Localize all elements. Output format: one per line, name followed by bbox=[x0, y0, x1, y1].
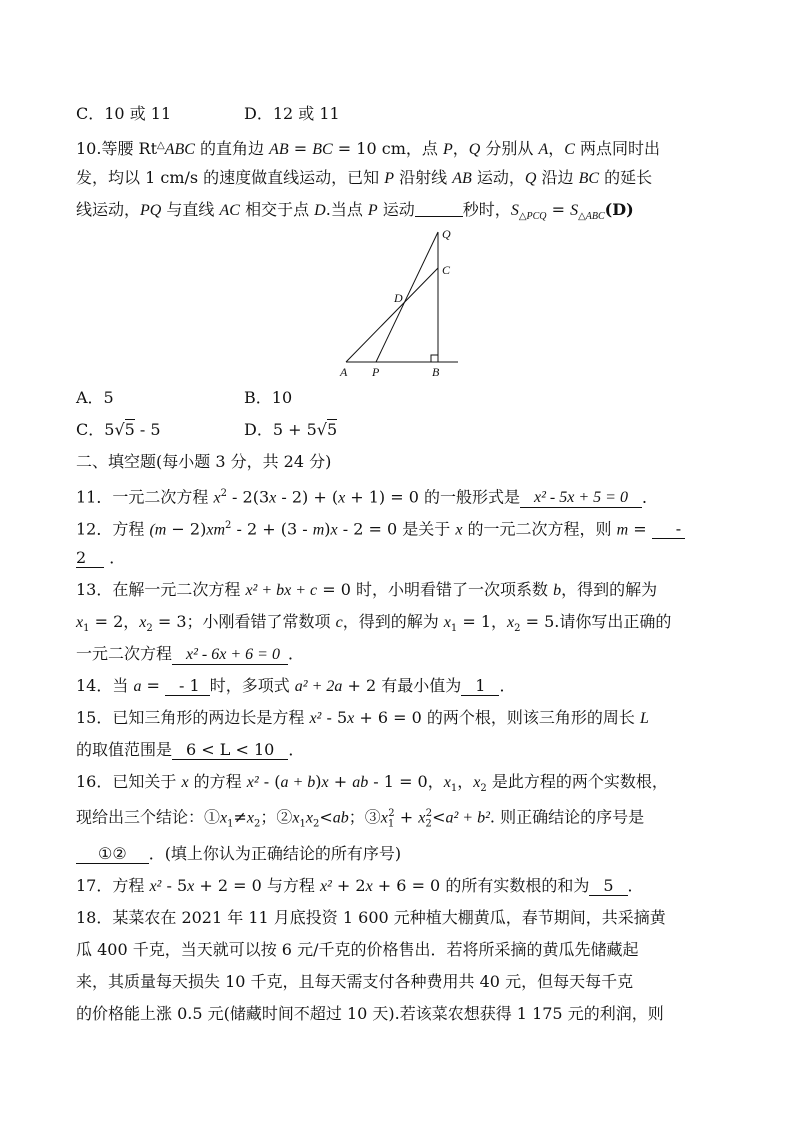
text: 时，多项式 bbox=[209, 676, 295, 695]
text: = 0 时，小明看错了一次项系数 bbox=[317, 580, 554, 599]
text: ． bbox=[287, 644, 304, 663]
text: - 2 = 0 是关于 bbox=[337, 519, 456, 539]
text: 运动， bbox=[471, 168, 525, 187]
text: c bbox=[335, 614, 343, 631]
text: P bbox=[367, 202, 378, 219]
text: 相交于点 bbox=[239, 200, 315, 219]
text: - 2(3 bbox=[226, 487, 270, 507]
text: 秒时， bbox=[462, 200, 511, 219]
q15-line-2 bbox=[76, 739, 734, 761]
label-b: B bbox=[432, 365, 440, 379]
text: 现给出三个结论：① bbox=[76, 807, 221, 827]
text: ，得到的解为 bbox=[561, 580, 658, 599]
text: Q bbox=[524, 170, 537, 187]
text: - 5 bbox=[134, 420, 161, 439]
text: D bbox=[314, 202, 326, 219]
q10-line-1 bbox=[76, 135, 734, 161]
label-q: Q bbox=[442, 227, 451, 241]
q12-line-2 bbox=[76, 547, 734, 569]
text: 分别从 bbox=[480, 139, 539, 158]
text: 两点同时出 bbox=[574, 139, 661, 158]
segment-ac bbox=[346, 268, 438, 362]
answer: ①② bbox=[76, 845, 149, 864]
section-title: 二、填空题(每小题 3 分，共 24 分) bbox=[76, 452, 332, 471]
text: x bbox=[418, 809, 426, 827]
text: = bbox=[628, 519, 652, 539]
text: x bbox=[213, 489, 221, 507]
label-p: P bbox=[372, 365, 380, 379]
q18-line-1: 18．某菜农在 2021 年 11 月底投资 1 600 元种植大棚黄瓜，春节期间，共采摘黄 bbox=[76, 908, 666, 927]
text: ． bbox=[499, 676, 516, 695]
text: - 2) + ( bbox=[276, 487, 339, 507]
text: ≠ bbox=[233, 807, 247, 827]
text: - 5 bbox=[161, 876, 188, 895]
answer-part-2: 2 bbox=[76, 549, 104, 568]
text: = 10 cm，点 bbox=[332, 139, 443, 158]
text: 17．方程 bbox=[76, 876, 150, 895]
text: x bbox=[76, 614, 84, 631]
text: = 5.请你写出正确的 bbox=[520, 612, 672, 631]
text: 的直角边 bbox=[194, 139, 270, 158]
answer-choice: (D) bbox=[604, 200, 634, 219]
text: L bbox=[639, 710, 649, 727]
label-c: C bbox=[442, 263, 451, 277]
text: x bbox=[269, 489, 277, 507]
text: ， bbox=[457, 772, 474, 791]
q16-line-2: 现给出三个结论：$①x_1\ne x_2$；$②x_1x_2<ab$；$③x_1^2 + x_2^2<a^2 + b^2$. 则正确结论的序号是 bbox=[76, 807, 645, 830]
text: 15．已知三角形的两边长是方程 bbox=[76, 708, 310, 727]
text: x bbox=[139, 614, 147, 631]
text: x bbox=[455, 521, 463, 539]
text: ． bbox=[627, 876, 644, 895]
text: < bbox=[319, 807, 333, 827]
text: ab bbox=[352, 774, 369, 791]
text: 是此方程的两个实数根， bbox=[486, 772, 668, 791]
text: 16．已知关于 bbox=[76, 772, 182, 791]
q13-line-2: $x_1 = 2$，$x_2 = 3$；小刚看错了常数项 c，得到的解为 $x_1 = 1$，$x_2 = 5$.请你写出正确的 bbox=[76, 612, 672, 635]
text: x bbox=[338, 489, 346, 507]
q11: 11．一元二次方程 $x^2 - 2(3x - 2) + (x + 1) = 0$ 的一般形式是 x² - 5x + 5 = 0 ． bbox=[76, 487, 658, 507]
text: 运动 bbox=[377, 200, 415, 219]
sqrt-icon: √ bbox=[316, 420, 327, 439]
text: x bbox=[330, 521, 338, 539]
text: 的一元二次方程，则 bbox=[462, 519, 617, 539]
q16-line-3 bbox=[76, 843, 734, 865]
text: + 6 = 0 的两个根，则该三角形的周长 bbox=[354, 708, 640, 727]
text: 一元二次方程 bbox=[76, 644, 173, 663]
text: - 1 = 0， bbox=[368, 772, 444, 791]
answer-2: 1 bbox=[461, 677, 499, 696]
q13-line-1 bbox=[76, 579, 734, 602]
q14 bbox=[76, 675, 734, 698]
text: m bbox=[616, 521, 629, 539]
q12-line-1: 12．方程 $(m - 2)xm^2 - 2 + (3 - m)x - 2 = 0$ 是关于 x 的一元二次方程，则 m = - bbox=[76, 515, 734, 541]
text: a + b bbox=[280, 774, 316, 791]
text: Q bbox=[468, 141, 481, 158]
answer: 6 < L < 10 bbox=[172, 741, 288, 760]
text: 与直线 bbox=[161, 200, 220, 219]
text: 沿射线 bbox=[394, 168, 453, 187]
text: + bbox=[394, 807, 419, 827]
text: (m bbox=[149, 521, 167, 539]
text: = 1， bbox=[457, 612, 508, 631]
right-angle-mark bbox=[431, 355, 438, 362]
triangle-symbol: △ bbox=[157, 140, 165, 151]
text: x bbox=[220, 809, 228, 827]
sqrt-icon: √ bbox=[114, 420, 125, 439]
text: 14．当 bbox=[76, 676, 134, 695]
text: + 6 = 0 的所有实数根的和为 bbox=[372, 876, 590, 895]
option-b: B．10 bbox=[244, 388, 293, 407]
text: a² + 2a bbox=[294, 678, 343, 695]
text: + 2 = 0 与方程 bbox=[194, 876, 320, 895]
text: + 2 bbox=[331, 876, 366, 895]
text: S bbox=[510, 202, 519, 219]
text: x bbox=[443, 614, 451, 631]
text: x bbox=[507, 614, 515, 631]
text: P bbox=[384, 170, 395, 187]
q15-line-1 bbox=[76, 707, 734, 730]
text: ；③ bbox=[348, 807, 381, 827]
text: x bbox=[305, 809, 313, 827]
text: ；② bbox=[260, 807, 293, 827]
text: BC bbox=[312, 141, 333, 158]
text: ) bbox=[324, 519, 331, 539]
text: x bbox=[347, 710, 355, 727]
text: x² bbox=[309, 710, 322, 727]
text: - 2 + (3 - bbox=[231, 519, 313, 539]
segment-pq bbox=[376, 232, 438, 362]
text: m bbox=[312, 521, 325, 539]
text: = 3；小刚看错了常数项 bbox=[152, 612, 336, 631]
radicand: 5 bbox=[326, 420, 338, 439]
text: PQ bbox=[140, 202, 162, 219]
text: 发，均以 1 cm/s 的速度做直线运动，已知 bbox=[76, 168, 385, 187]
text: x² bbox=[246, 774, 259, 791]
text: ． bbox=[641, 487, 658, 507]
text: xm bbox=[206, 521, 225, 539]
q10-line-2 bbox=[76, 167, 734, 190]
text: + 1) = 0 的一般形式是 bbox=[345, 487, 521, 507]
text: x bbox=[292, 809, 300, 827]
text: ab bbox=[332, 809, 349, 827]
text: − 2) bbox=[166, 519, 207, 539]
text: 沿边 bbox=[536, 168, 579, 187]
text: 的方程 bbox=[188, 772, 247, 791]
text: + 2 有最小值为 bbox=[342, 676, 462, 695]
option-c: C．10 或 11 bbox=[76, 104, 172, 123]
text: 12．方程 bbox=[76, 519, 150, 539]
text: x bbox=[187, 878, 195, 895]
triangle-figure bbox=[330, 222, 470, 380]
text: P bbox=[442, 141, 453, 158]
subscript: △PCQ bbox=[518, 211, 547, 223]
text: x bbox=[321, 774, 329, 791]
text: x² bbox=[319, 878, 332, 895]
option-c bbox=[76, 419, 161, 441]
q17 bbox=[76, 875, 734, 898]
text: x² bbox=[149, 878, 162, 895]
text: x bbox=[365, 878, 373, 895]
text: - 5 bbox=[321, 708, 348, 727]
text: = bbox=[546, 200, 571, 219]
text: a bbox=[133, 678, 142, 695]
text: b bbox=[553, 582, 562, 599]
answer-1: - 1 bbox=[165, 677, 210, 696]
text: x bbox=[246, 809, 255, 827]
answer-part-1: - bbox=[652, 520, 685, 539]
text: - ( bbox=[258, 772, 281, 791]
text: x bbox=[380, 809, 388, 827]
text: ．(填上你认为正确结论的所有序号) bbox=[148, 844, 402, 863]
text: = 2， bbox=[89, 612, 140, 631]
answer-blank bbox=[415, 200, 463, 217]
q16-line-1: 16．已知关于 x 的方程 x² - (a + b)x + ab - 1 = 0，$x_1$，$x_2$ 是此方程的两个实数根， bbox=[76, 772, 668, 795]
text: 的延长 bbox=[599, 168, 653, 187]
option-d: D．12 或 11 bbox=[244, 104, 340, 123]
text: 的取值范围是 bbox=[76, 740, 173, 759]
text: x bbox=[181, 774, 189, 791]
text: ) bbox=[315, 772, 322, 791]
text: C．5 bbox=[76, 420, 115, 439]
text: = bbox=[288, 139, 313, 158]
q18-line-4: 的价格能上涨 0.5 元(储藏时间不超过 10 天).若该菜农想获得 1 175 元的利润，则 bbox=[76, 1004, 664, 1023]
text: AC bbox=[219, 202, 240, 219]
text: AB bbox=[269, 141, 289, 158]
text: x bbox=[473, 774, 481, 791]
text: ABC bbox=[164, 141, 195, 158]
text: S bbox=[570, 202, 579, 219]
text: a² + b² bbox=[445, 809, 490, 827]
text: ． bbox=[288, 740, 305, 759]
text: BC bbox=[578, 170, 600, 187]
text: . 则正确结论的序号是 bbox=[489, 807, 645, 827]
q18-line-3: 来，其质量每天损失 10 千克，且每天需支付各种费用共 40 元，但每天每千克 bbox=[76, 972, 634, 991]
radicand: 5 bbox=[124, 420, 135, 439]
option-a: A．5 bbox=[76, 388, 114, 407]
text: x² + bx + c bbox=[245, 582, 318, 599]
label-a: A bbox=[340, 365, 348, 379]
text: ． bbox=[104, 548, 126, 567]
answer: 5 bbox=[589, 877, 627, 896]
text: 11．一元二次方程 bbox=[76, 487, 214, 507]
text: + bbox=[328, 772, 353, 791]
answer: x² - 5x + 5 = 0 bbox=[520, 489, 642, 508]
text: AB bbox=[452, 170, 472, 187]
answer: x² - 6x + 6 = 0 bbox=[172, 646, 288, 665]
text: ， bbox=[452, 139, 469, 158]
text: .当点 bbox=[325, 200, 368, 219]
text: < bbox=[432, 807, 446, 827]
text: ，得到的解为 bbox=[342, 612, 444, 631]
text: x bbox=[443, 774, 451, 791]
text: D．5 + 5 bbox=[244, 420, 317, 439]
text: 线运动， bbox=[76, 200, 141, 219]
text: 10.等腰 Rt bbox=[76, 139, 158, 158]
text: C bbox=[564, 141, 575, 158]
label-d: D bbox=[394, 291, 403, 305]
subscript: △ABC bbox=[578, 211, 605, 223]
text: = bbox=[141, 676, 166, 695]
option-d bbox=[244, 419, 337, 441]
q18-line-2: 瓜 400 千克，当天就可以按 6 元/千克的价格售出．若将所采摘的黄瓜先储藏起 bbox=[76, 940, 639, 959]
text: 13．在解一元二次方程 bbox=[76, 580, 246, 599]
text: A bbox=[538, 141, 549, 158]
text: ， bbox=[548, 139, 565, 158]
q13-line-3 bbox=[76, 643, 734, 665]
